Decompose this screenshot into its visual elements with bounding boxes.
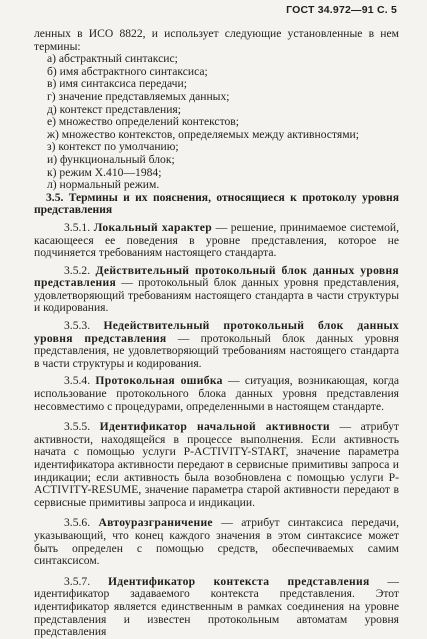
list-item: к) режим X.410—1984; bbox=[47, 165, 162, 179]
list-item: в) имя синтаксиса передачи; bbox=[47, 77, 187, 91]
list-item: з) контекст по умолчанию; bbox=[47, 140, 179, 154]
terms-list bbox=[34, 53, 399, 192]
intro-paragraph: ленных в ИСО 8822, и использует следующие установленные в нем термины: bbox=[34, 27, 399, 53]
term-definition: — протокольный блок данных уровня представления, удовлетворяющий требованиям настоящего стандарта в части структуры и кодирования. bbox=[34, 276, 399, 315]
term-definition: — идентификатор задаваемого контекста представления. Этот идентификатор является единственным в рамках соединения на уровне представления и известен протокольным автоматам уровня представления bbox=[34, 574, 399, 639]
list-item: и) функциональный блок; bbox=[47, 152, 175, 166]
document-body bbox=[34, 28, 399, 639]
list-item: б) имя абстрактного синтаксиса; bbox=[47, 64, 208, 78]
term-number: 3.5.3. bbox=[64, 319, 91, 333]
term-definition: — атрибут синтаксиса передачи, указывающий, что конец каждого значения в этом синтаксисе может быть определен с помощью средств, обеспечиваемых самим синтаксисом. bbox=[34, 516, 399, 568]
term-number: 3.5.5. bbox=[64, 420, 91, 434]
term-name: Протокольная ошибка bbox=[95, 374, 223, 388]
term-number: 3.5.1. bbox=[64, 220, 91, 234]
term-paragraph bbox=[34, 320, 399, 370]
term-number: 3.5.7. bbox=[64, 574, 91, 588]
term-name: Идентификатор начальной активности bbox=[99, 420, 330, 434]
list-item: д) контекст представления; bbox=[47, 102, 181, 116]
term-name: Автоуразграничение bbox=[98, 516, 213, 530]
page-header: ГОСТ 34.972—91 С. 5 bbox=[286, 4, 397, 16]
term-paragraph bbox=[34, 517, 399, 567]
list-item: л) нормальный режим. bbox=[47, 178, 160, 192]
list-item: ж) множество контекстов, определяемых между активностями; bbox=[47, 127, 359, 141]
term-definition: — протокольный блок данных уровня представления, не удовлетворяющий требованиям настоящего стандарта в части структуры и кодирования. bbox=[34, 331, 399, 370]
list-item: г) значение представляемых данных; bbox=[47, 89, 230, 103]
term-number: 3.5.4. bbox=[64, 374, 91, 388]
list-item: а) абстрактный синтаксис; bbox=[47, 52, 178, 66]
term-name: Недействительный протокольный блок данных уровня представления bbox=[34, 319, 399, 345]
term-paragraph bbox=[34, 576, 399, 639]
term-paragraph bbox=[34, 375, 399, 413]
term-definition: — атрибут активности, находящейся в процессе выполнения. Если активность начата с помощью услуги P-ACTIVITY-START, значение параметра идентификатора активности передают в сервисные примитивы запроса и индикации; если активность была возобновлена с помощью услуги P-ACTIVITY-RESUME, значение параметра старой активности передают в сервисные примитивы запроса и индикации. bbox=[34, 420, 399, 509]
term-number: 3.5.2. bbox=[64, 263, 91, 277]
term-paragraph bbox=[34, 222, 399, 260]
term-name: Локальный характер bbox=[93, 220, 212, 234]
term-number: 3.5.6. bbox=[64, 516, 91, 530]
term-definition: — ситуация, возникающая, когда использование протокольного блока данных уровня представления несовместимо с процедурами, определенными в настоящем стандарте. bbox=[34, 374, 399, 413]
term-name: Идентификатор контекста представления bbox=[107, 574, 370, 588]
term-name: Действительный протокольный блок данных уровня представления bbox=[34, 263, 399, 290]
list-item: е) множество определений контекстов; bbox=[47, 115, 239, 129]
term-definition: — решение, принимаемое системой, касающееся ее поведения в уровне представления, которое не подчиняется требованиям настоящего стандарта. bbox=[34, 220, 399, 260]
term-paragraph bbox=[34, 421, 399, 509]
term-paragraph bbox=[34, 265, 399, 315]
section-heading: 3.5. Термины и их пояснения, относящиеся к протоколу уровня представления bbox=[34, 190, 399, 217]
